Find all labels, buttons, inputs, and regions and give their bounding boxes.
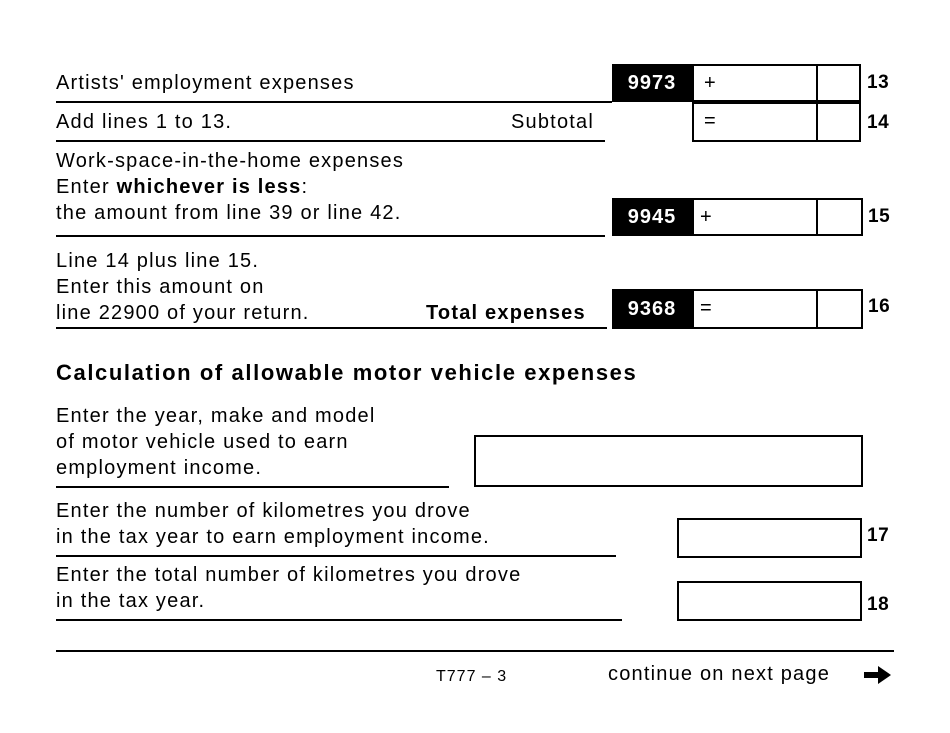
motor-vehicle-section-title: Calculation of allowable motor vehicle expenses	[56, 360, 638, 385]
line16-label-line1: Line 14 plus line 15.	[56, 250, 260, 272]
continue-label: continue on next page	[608, 663, 831, 685]
vehicle-description-field[interactable]	[474, 435, 863, 487]
line14-operator: =	[704, 110, 716, 132]
vehicle-rule	[56, 486, 449, 488]
line17-label-line1: Enter the number of kilometres you drove	[56, 500, 471, 522]
line16-label-line2: Enter this amount on	[56, 276, 265, 298]
line13-code: 9973	[612, 64, 692, 102]
line15-rule	[56, 235, 605, 237]
line15-label-line1: Work-space-in-the-home expenses	[56, 150, 405, 172]
line18-kilometres-field[interactable]	[677, 581, 862, 621]
line16-code: 9368	[612, 289, 692, 329]
line16-label-line3: line 22900 of your return.	[56, 302, 310, 324]
vehicle-label-line2: of motor vehicle used to earn	[56, 431, 349, 453]
line17-number: 17	[867, 525, 890, 546]
line18-label-line1: Enter the total number of kilometres you drove	[56, 564, 522, 586]
line13-cents-field[interactable]	[816, 64, 861, 102]
page-label: T777 – 3	[436, 668, 508, 685]
line18-rule	[56, 619, 622, 621]
line16-rule	[56, 327, 607, 329]
line13-rule	[56, 101, 612, 103]
line14-rule	[56, 140, 605, 142]
line15-number: 15	[868, 206, 891, 227]
line15-operator: +	[700, 206, 712, 228]
line16-total-expenses-label: Total expenses	[426, 302, 586, 324]
line16-operator: =	[700, 297, 712, 319]
line16-number: 16	[868, 296, 891, 317]
arrow-right-icon	[864, 664, 892, 686]
vehicle-label-line3: employment income.	[56, 457, 263, 479]
line17-rule	[56, 555, 616, 557]
line17-label-line2: in the tax year to earn employment income.	[56, 526, 490, 548]
line18-number: 18	[867, 594, 890, 615]
line15-label-line3: the amount from line 39 or line 42.	[56, 202, 402, 224]
line14-number: 14	[867, 112, 890, 133]
line13-operator: +	[704, 72, 716, 94]
line15-cents-field[interactable]	[816, 198, 863, 236]
line14-label: Add lines 1 to 13.	[56, 111, 233, 133]
line14-cents-field[interactable]	[816, 102, 861, 142]
line17-kilometres-field[interactable]	[677, 518, 862, 558]
line16-cents-field[interactable]	[816, 289, 863, 329]
line15-label-line2: Enter whichever is less:	[56, 176, 309, 198]
line18-label-line2: in the tax year.	[56, 590, 206, 612]
vehicle-label-line1: Enter the year, make and model	[56, 405, 376, 427]
footer-rule	[56, 650, 894, 652]
line15-code: 9945	[612, 198, 692, 236]
line14-subtotal-label: Subtotal	[511, 111, 594, 133]
line13-label: Artists' employment expenses	[56, 72, 355, 94]
line13-number: 13	[867, 72, 890, 93]
